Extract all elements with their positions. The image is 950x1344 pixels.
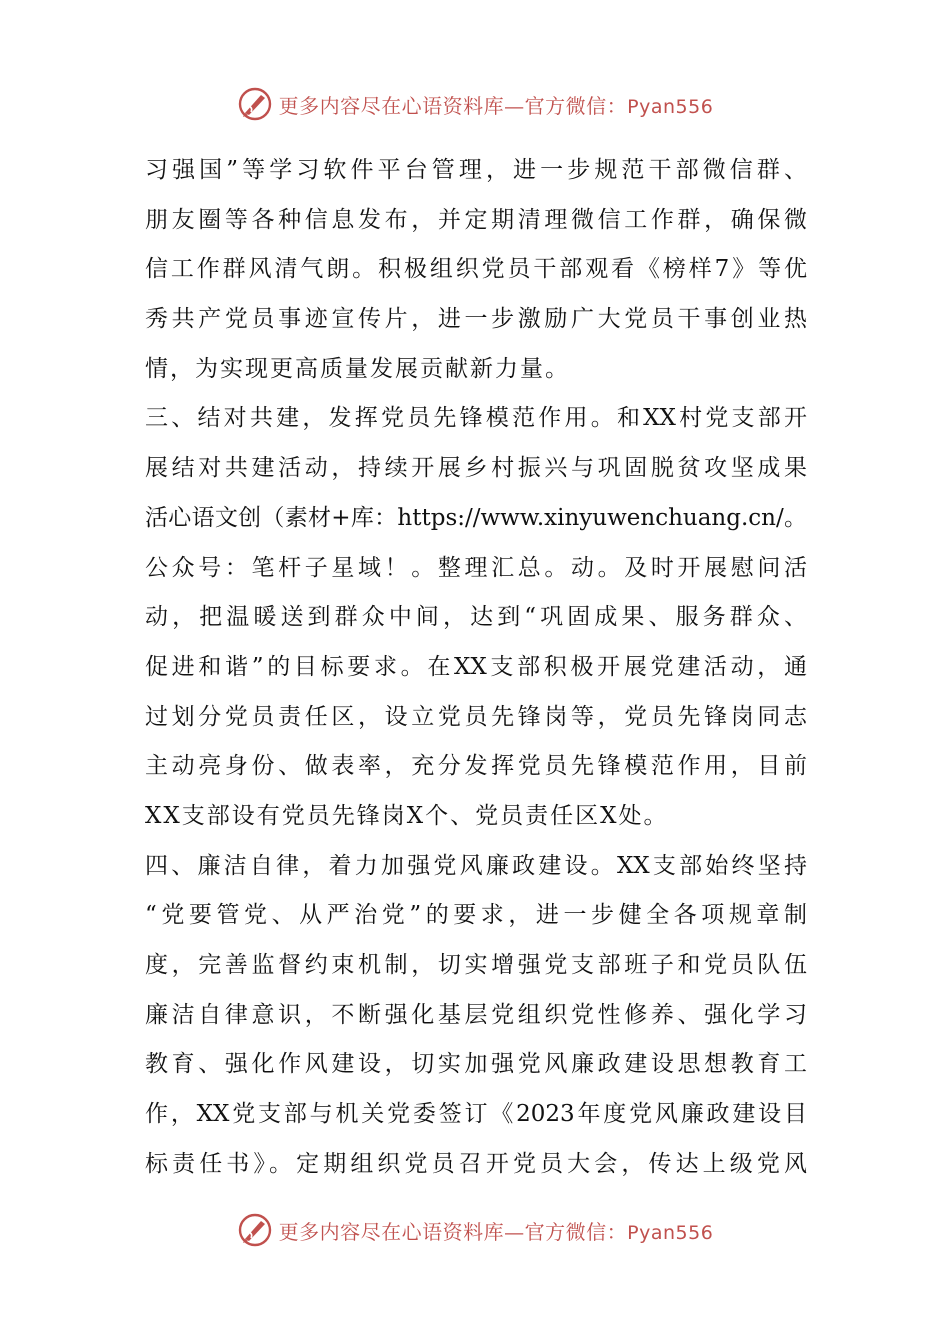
- footer-watermark: [0, 1208, 950, 1252]
- text-line: 四、廉洁自律，着力加强党风廉政建设。XX支部始终坚持: [145, 852, 807, 879]
- text-line: 度，完善监督约束机制，切实增强党支部班子和党员队伍: [145, 952, 807, 978]
- text-line: 标责任书》。定期组织党员召开党员大会，传达上级党风: [145, 1150, 807, 1177]
- text-line: 促进和谐”的目标要求。在XX支部积极开展党建活动，通: [145, 653, 807, 680]
- text-line: XX支部设有党员先锋岗X个、党员责任区X处。: [145, 802, 669, 829]
- text-line: 三、结对共建，发挥党员先锋模范作用。和XX村党支部开: [145, 405, 807, 432]
- text-line: 廉洁自律意识，不断强化基层党组织党性修养、强化学习: [145, 1001, 807, 1028]
- text-line: “党要管党、从严治党”的要求，进一步健全各项规章制: [145, 902, 807, 929]
- header-watermark: [0, 82, 950, 126]
- watermark-text: 更多内容尽在心语资料库—官方微信：Pyan556: [278, 1219, 714, 1244]
- text-line: 秀共产党员事迹宣传片，进一步激励广大党员干事创业热: [145, 306, 807, 333]
- text-line: 习强国”等学习软件平台管理，进一步规范干部微信群、: [145, 157, 807, 183]
- text-line: 过划分党员责任区，设立党员先锋岗等，党员先锋岗同志: [145, 703, 807, 730]
- document-body: [145, 146, 807, 1189]
- pen-circle-logo-icon: [237, 1212, 273, 1248]
- text-line: 信工作群风清气朗。积极组织党员干部观看《榜样7》等优: [145, 256, 807, 283]
- watermark-text: 更多内容尽在心语资料库—官方微信：Pyan556: [278, 93, 714, 118]
- text-line: 公众号：笔杆子星域！。整理汇总。动。及时开展慰问活: [145, 554, 807, 581]
- text-line: 展结对共建活动，持续开展乡村振兴与巩固脱贫攻坚成果: [145, 455, 807, 482]
- text-line: 活心语文创（素材+库：https://www.xinyuwenchuang.cn/。: [145, 504, 807, 531]
- pen-circle-logo-icon: [237, 86, 273, 122]
- text-line: 朋友圈等各种信息发布，并定期清理微信工作群，确保微: [145, 206, 807, 233]
- text-line: 教育、强化作风建设，切实加强党风廉政建设思想教育工: [145, 1051, 807, 1078]
- text-line: 情，为实现更高质量发展贡献新力量。: [145, 355, 570, 382]
- text-line: 作，XX党支部与机关党委签订《2023年度党风廉政建设目: [145, 1101, 807, 1128]
- text-line: 主动亮身份、做表率，充分发挥党员先锋模范作用，目前: [145, 753, 807, 780]
- text-line: 动，把温暖送到群众中间，达到“巩固成果、服务群众、: [145, 604, 807, 631]
